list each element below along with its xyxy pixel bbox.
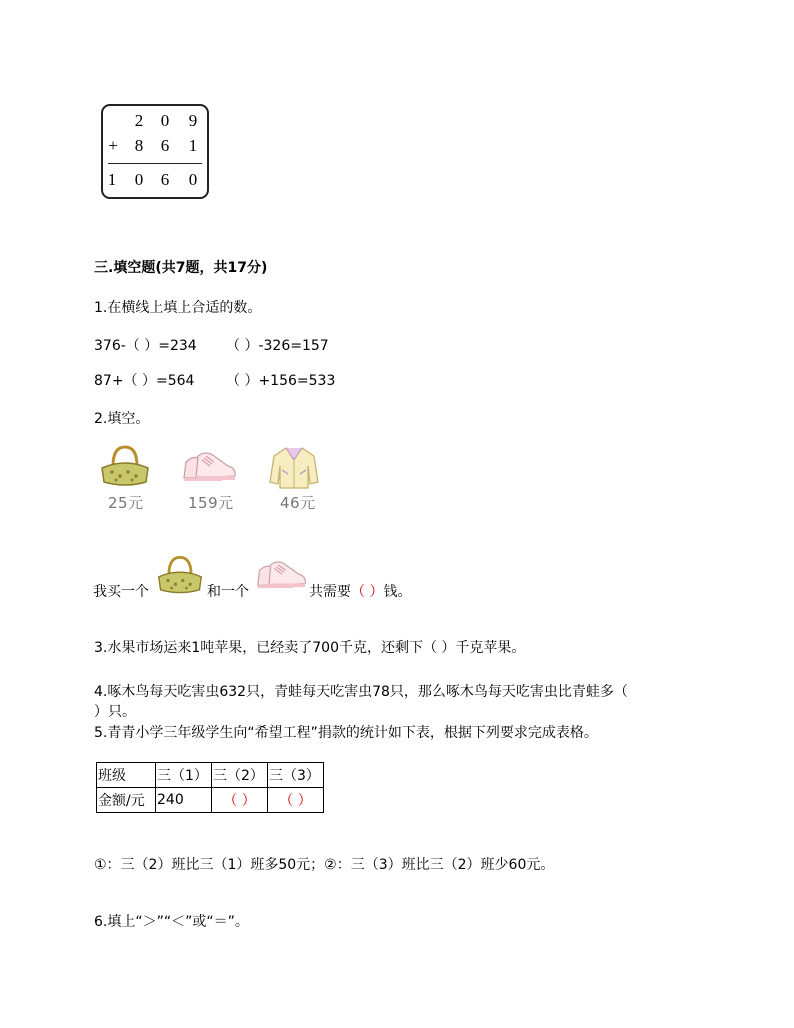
vertical-addition-box <box>101 104 209 199</box>
sneakers-icon <box>180 448 238 488</box>
q1-equation-3: 87+（ ）=564 <box>94 373 195 389</box>
calc-divider <box>108 163 202 164</box>
calc-row-1 <box>103 111 207 133</box>
digit: 1 <box>188 136 198 155</box>
digit: 6 <box>160 170 170 189</box>
sneakers-price: 159元 <box>188 494 234 512</box>
answer-blank-cell[interactable]: （ ） <box>268 788 324 813</box>
handbag-icon <box>98 444 152 488</box>
q4-line-1: 4.啄木鸟每天吃害虫632只，青蛙每天吃害虫78只，那么啄木鸟每天吃害虫比青蛙多（ <box>94 684 628 700</box>
q1-equation-1: 376-（ ）=234 <box>94 338 197 354</box>
digit: 8 <box>134 136 144 155</box>
q2-sentence-mid: 和一个 <box>207 584 249 600</box>
calc-row-2 <box>103 136 207 158</box>
q3-text: 3.水果市场运来1吨苹果，已经卖了700千克，还剩下（ ）千克苹果。 <box>94 640 526 656</box>
q5-notes: ①：三（2）班比三（1）班多50元；②：三（3）班比三（2）班少60元。 <box>94 857 555 873</box>
answer-blank: （ ） <box>351 584 384 600</box>
table-cell: 金额/元 <box>97 788 156 813</box>
q6-prompt: 6.填上“＞”“＜”或“＝”。 <box>94 914 249 930</box>
table-cell: 班级 <box>97 763 156 788</box>
table-row <box>97 788 324 813</box>
digit: 0 <box>160 111 170 130</box>
q1-prompt: 1.在横线上填上合适的数。 <box>94 300 262 316</box>
table-cell: 三（2） <box>212 763 268 788</box>
digit: 6 <box>160 136 170 155</box>
table-cell: 三（3） <box>268 763 324 788</box>
q2-sentence-end: 钱。 <box>383 584 412 600</box>
handbag-icon-inline <box>155 552 205 598</box>
q2-sentence-start: 我买一个 <box>93 584 149 600</box>
table-cell: 三（1） <box>156 763 212 788</box>
digit: 2 <box>134 111 144 130</box>
digit: 0 <box>188 170 198 189</box>
table-header-row <box>97 763 324 788</box>
table-cell: 240 <box>156 788 212 813</box>
q5-prompt: 5.青青小学三年级学生向“希望工程”捐款的统计如下表，根据下列要求完成表格。 <box>94 725 598 741</box>
sneakers-icon-inline <box>254 557 308 595</box>
digit: 1 <box>107 170 117 189</box>
q4-line-2: ）只。 <box>94 704 136 720</box>
q1-equation-2: （ ）-326=157 <box>226 338 329 354</box>
section-title: 三.填空题(共7题，共17分) <box>94 260 268 276</box>
plus-sign: + <box>108 136 118 155</box>
jacket-price: 46元 <box>280 494 316 512</box>
digit: 0 <box>134 170 144 189</box>
q2-prompt: 2.填空。 <box>94 411 150 427</box>
q1-equation-4: （ ）+156=533 <box>226 373 336 389</box>
q2-sentence-need <box>309 583 411 601</box>
q2-sentence-need-text: 共需要 <box>309 584 351 600</box>
handbag-price: 25元 <box>108 494 144 512</box>
jacket-icon <box>268 444 320 490</box>
donation-table <box>96 762 324 813</box>
calc-result-row <box>103 170 207 192</box>
answer-blank-cell[interactable]: （ ） <box>212 788 268 813</box>
digit: 9 <box>188 111 198 130</box>
